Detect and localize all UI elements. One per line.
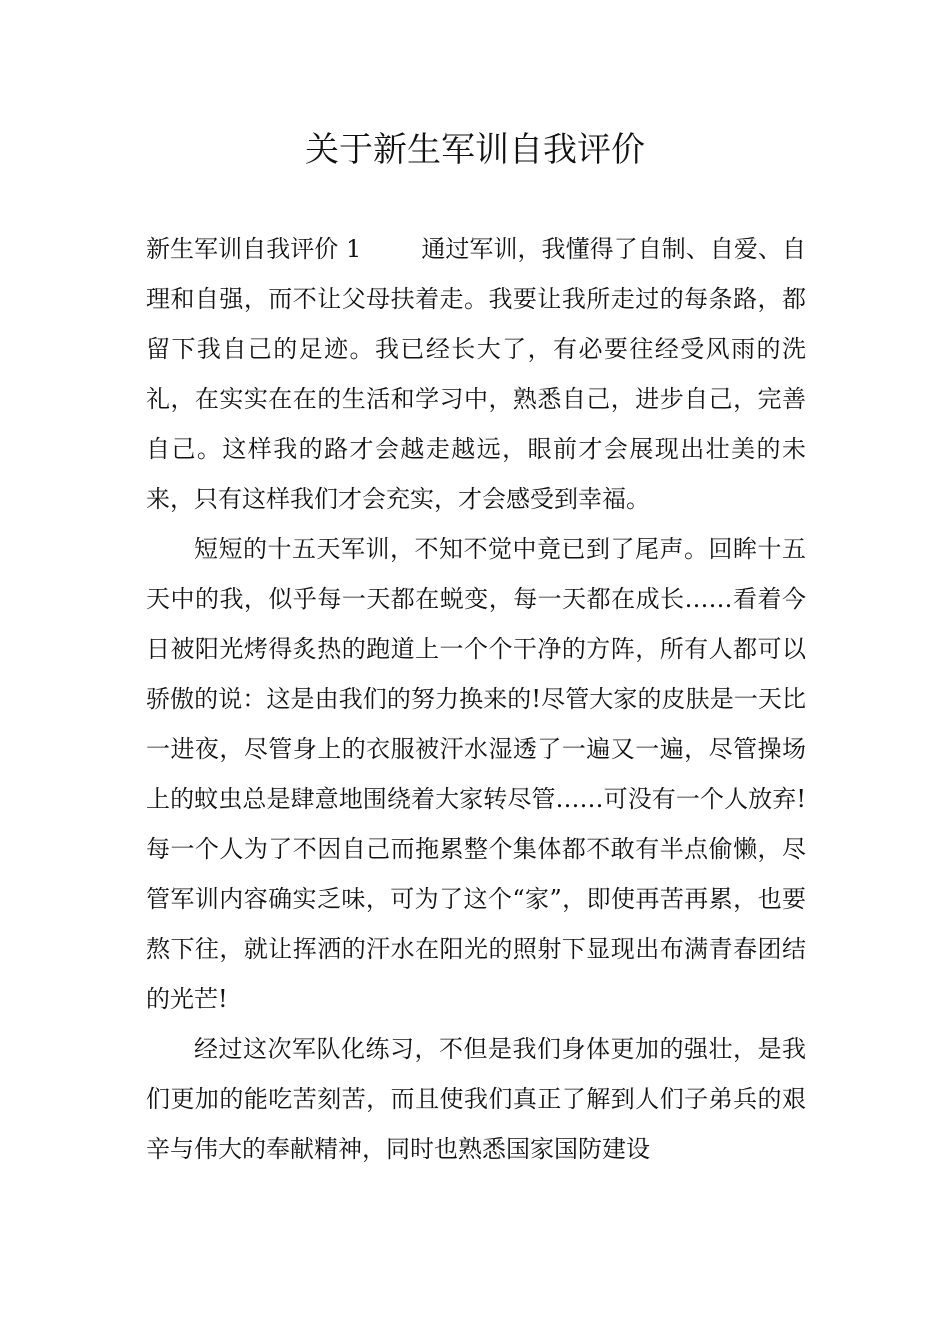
document-body (146, 224, 806, 1174)
paragraph-2: 短短的十五天军训，不知不觉中竟已到了尾声。回眸十五天中的我，似乎每一天都在蜕变，每一天都在成长……看着今日被阳光烤得炙热的跑道上一个个干净的方阵，所有人都可以骄傲的说：这是由我们的努力换来的!尽管大家的皮肤是一天比一进夜，尽管身上的衣服被汗水湿透了一遍又一遍，尽管操场上的蚊虫总是肆意地围绕着大家转尽管……可没有一个人放弃!每一个人为了不因自己而拖累整个集体都不敢有半点偷懒，尽管军训内容确实乏味，可为了这个“家”，即使再苦再累，也要熬下往，就让挥洒的汗水在阳光的照射下显现出布满青春团结的光芒! (146, 535, 806, 1013)
paragraph-1-text: 通过军训，我懂得了自制、自爱、自理和自强，而不让父母扶着走。我要让我所走过的每条路，都留下我自己的足迹。我已经长大了，有必要往经受风雨的洗礼，在实实在在的生活和学习中，熟悉自己，进步自己，完善自己。这样我的路才会越走越远，眼前才会展现出壮美的未来，只有这样我们才会充实，才会感受到幸福。 (146, 235, 806, 513)
paragraph-3: 经过这次军队化练习，不但是我们身体更加的强壮，是我们更加的能吃苦刻苦，而且使我们真正了解到人们子弟兵的艰辛与伟大的奉献精神，同时也熟悉国家国防建设 (146, 1035, 806, 1163)
section-heading: 新生军训自我评价 1 (146, 235, 362, 263)
paragraph-1 (146, 224, 806, 524)
document-title: 关于新生军训自我评价 (305, 130, 645, 170)
